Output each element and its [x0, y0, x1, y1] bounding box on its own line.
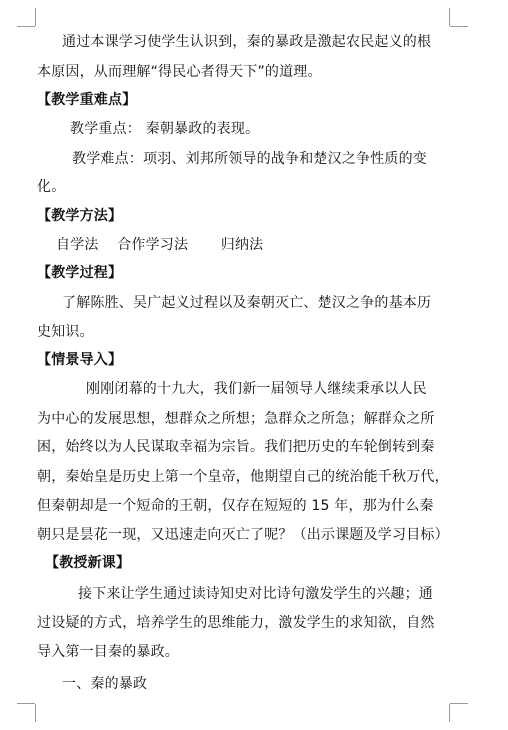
lead-in-line-4: 朝，秦始皇是历史上第一个皇帝，他期望自己的统治能千秋万代， [37, 469, 449, 485]
methods-text: 自学法 合作学习法 归纳法 [56, 237, 264, 253]
heading-lead-in: 【情景导入】 [37, 352, 123, 368]
heading-new-lesson: 【教授新课】 [45, 555, 131, 571]
difficult-point-line-1: 教学难点：项羽、刘邦所领导的战争和楚汉之争性质的变 [72, 151, 427, 167]
key-point-text: 教学重点： 秦朝暴政的表现。 [70, 121, 260, 137]
new-lesson-line-3: 导入第一目秦的暴政。 [37, 644, 179, 660]
crop-mark-top-left-horizontal [17, 26, 35, 27]
crop-mark-top-right-vertical [449, 8, 450, 26]
lead-in-line-6: 朝只是昙花一现，又迅速走向灭亡了呢？（出示课题及学习目标） [37, 527, 449, 543]
heading-key-points: 【教学重难点】 [37, 92, 137, 108]
crop-mark-top-left-vertical [35, 8, 36, 26]
lead-in-line-1: 刚刚闭幕的十九大，我们新一届领导人继续秉承以人民 [86, 381, 427, 397]
new-lesson-line-1: 接下来让学生通过读诗知史对比诗句激发学生的兴趣；通 [78, 586, 433, 602]
intro-line-2: 本原因，从而理解“得民心者得天下”的道理。 [37, 64, 322, 80]
new-lesson-line-2: 过设疑的方式，培养学生的思维能力，激发学生的求知欲，自然 [37, 615, 435, 631]
section-one-title: 一、秦的暴政 [62, 676, 148, 692]
intro-line-1: 通过本课学习使学生认识到，秦的暴政是激起农民起义的根 [62, 34, 432, 50]
heading-methods: 【教学方法】 [37, 208, 123, 224]
crop-mark-bottom-left-horizontal [17, 703, 35, 704]
process-line-2: 史知识。 [37, 324, 94, 340]
lead-in-line-5: 但秦朝却是一个短命的王朝，仅存在短短的 15 年，那为什么秦 [37, 498, 434, 514]
crop-mark-top-right-horizontal [450, 26, 468, 27]
crop-mark-bottom-right-horizontal [450, 703, 468, 704]
heading-process: 【教学过程】 [37, 265, 123, 281]
lead-in-line-2: 为中心的发展思想，想群众之所想；急群众之所急；解群众之所 [37, 411, 435, 427]
process-line-1: 了解陈胜、吴广起义过程以及秦朝灭亡、楚汉之争的基本历 [62, 295, 432, 311]
lead-in-line-3: 困，始终以为人民谋取幸福为宗旨。我们把历史的车轮倒转到秦 [37, 439, 435, 455]
difficult-point-line-2: 化。 [37, 179, 66, 195]
crop-mark-bottom-right-vertical [449, 704, 450, 722]
crop-mark-bottom-left-vertical [35, 704, 36, 722]
